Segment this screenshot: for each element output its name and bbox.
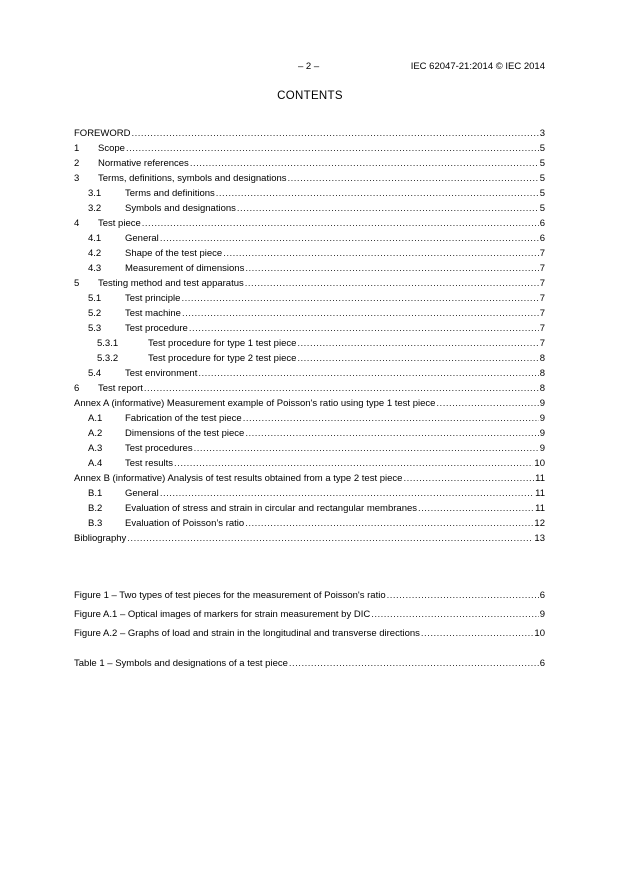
list-of-figures bbox=[74, 586, 545, 643]
toc-entry-page: 9 bbox=[539, 609, 545, 620]
toc-entry[interactable] bbox=[74, 351, 545, 366]
toc-entry-page: 6 bbox=[539, 590, 545, 601]
dot-leader bbox=[421, 624, 534, 643]
dot-leader bbox=[189, 321, 539, 336]
toc-entry-page: 6 bbox=[539, 218, 545, 229]
toc-entry-page: 10 bbox=[534, 458, 545, 469]
toc-entry[interactable] bbox=[74, 366, 545, 381]
dot-leader bbox=[181, 291, 538, 306]
toc-entry[interactable] bbox=[74, 246, 545, 261]
toc-entry-page: 10 bbox=[534, 628, 545, 639]
toc-entry-title: Annex B (informative) Analysis of test results obtained from a type 2 test piece bbox=[74, 473, 403, 484]
toc-entry-page: 11 bbox=[535, 488, 545, 499]
toc-entry[interactable] bbox=[74, 396, 545, 411]
toc-entry-title: General bbox=[125, 488, 159, 499]
toc-entry-number: 1 bbox=[74, 143, 80, 154]
toc-entry-title: Figure A.2 – Graphs of load and strain in the longitudinal and transverse directions bbox=[74, 628, 420, 639]
dot-leader bbox=[297, 351, 538, 366]
dot-leader bbox=[288, 171, 539, 186]
toc-entry-number: 3.2 bbox=[88, 203, 102, 214]
toc-entry[interactable] bbox=[74, 471, 545, 486]
dot-leader bbox=[371, 605, 539, 624]
toc-entry-page: 5 bbox=[539, 188, 545, 199]
toc-entry-number: B.3 bbox=[88, 518, 103, 529]
toc-entry-page: 7 bbox=[539, 308, 545, 319]
toc-entry-title: Normative references bbox=[98, 158, 189, 169]
toc-entry-page: 3 bbox=[539, 128, 545, 139]
toc-entry[interactable] bbox=[74, 426, 545, 441]
toc-entry-number: A.1 bbox=[88, 413, 103, 424]
dot-leader bbox=[245, 516, 533, 531]
contents-title: CONTENTS bbox=[277, 90, 343, 102]
toc-entry-title: Test results bbox=[125, 458, 174, 469]
toc-entry-number: 4.3 bbox=[88, 263, 102, 274]
toc-entry-title: General bbox=[125, 233, 159, 244]
toc-entry-title: Figure 1 – Two types of test pieces for the measurement of Poisson's ratio bbox=[74, 590, 386, 601]
toc-entry-page: 11 bbox=[535, 473, 545, 484]
toc-entry[interactable] bbox=[74, 126, 545, 141]
toc-entry-title: Test procedure for type 2 test piece bbox=[148, 353, 297, 364]
toc-entry-title: Test machine bbox=[125, 308, 181, 319]
toc-entry-number: 5.3 bbox=[88, 323, 102, 334]
toc-entry-page: 6 bbox=[539, 233, 545, 244]
page-number: – 2 – bbox=[298, 61, 320, 72]
toc-entry-title: FOREWORD bbox=[74, 128, 131, 139]
dot-leader bbox=[245, 276, 539, 291]
toc-entry-page: 7 bbox=[539, 338, 545, 349]
dot-leader bbox=[223, 246, 539, 261]
page-header bbox=[0, 61, 620, 75]
toc-entry-number: B.2 bbox=[88, 503, 103, 514]
toc-entry-page: 7 bbox=[539, 323, 545, 334]
toc-entry-number: 5 bbox=[74, 278, 80, 289]
toc-entry-page: 6 bbox=[539, 658, 545, 669]
toc-entry-title: Terms and definitions bbox=[125, 188, 215, 199]
toc-entry-title: Fabrication of the test piece bbox=[125, 413, 242, 424]
dot-leader bbox=[126, 141, 539, 156]
dot-leader bbox=[142, 216, 539, 231]
toc-entry-page: 9 bbox=[539, 398, 545, 409]
dot-leader bbox=[174, 456, 533, 471]
dot-leader bbox=[387, 586, 539, 605]
toc-entry-number: 3.1 bbox=[88, 188, 102, 199]
toc-entry[interactable] bbox=[74, 141, 545, 156]
toc-entry-title: Evaluation of Poisson’s ratio bbox=[125, 518, 245, 529]
toc-entry-number: 5.4 bbox=[88, 368, 102, 379]
toc-entry-number: 2 bbox=[74, 158, 80, 169]
toc-entry-page: 7 bbox=[539, 263, 545, 274]
dot-leader bbox=[289, 656, 539, 671]
toc-entry-number: 6 bbox=[74, 383, 80, 394]
toc-entry-number: 5.3.2 bbox=[97, 353, 119, 364]
toc-entry-title: Test procedure for type 1 test piece bbox=[148, 338, 297, 349]
dot-leader bbox=[436, 396, 538, 411]
toc-entry-number: 5.3.1 bbox=[97, 338, 119, 349]
toc-entry-number: 4 bbox=[74, 218, 80, 229]
toc-entry-page: 9 bbox=[539, 413, 545, 424]
toc-entry[interactable] bbox=[74, 531, 545, 546]
toc-entry-number: 5.1 bbox=[88, 293, 102, 304]
toc-entry-title: Test report bbox=[98, 383, 143, 394]
dot-leader bbox=[243, 411, 539, 426]
toc-entry[interactable] bbox=[74, 291, 545, 306]
toc-entry[interactable] bbox=[74, 486, 545, 501]
toc-entry-title: Bibliography bbox=[74, 533, 127, 544]
toc-entry[interactable] bbox=[74, 306, 545, 321]
toc-entry-page: 8 bbox=[539, 368, 545, 379]
toc-entry-title: Test environment bbox=[125, 368, 198, 379]
toc-entry-title: Scope bbox=[98, 143, 125, 154]
dot-leader bbox=[297, 336, 538, 351]
dot-leader bbox=[216, 186, 539, 201]
dot-leader bbox=[182, 306, 539, 321]
toc-entry[interactable] bbox=[74, 231, 545, 246]
toc-entry[interactable] bbox=[74, 261, 545, 276]
toc-entry-page: 9 bbox=[539, 428, 545, 439]
toc-entry-page: 5 bbox=[539, 158, 545, 169]
toc-entry-number: A.4 bbox=[88, 458, 103, 469]
dot-leader bbox=[190, 156, 539, 171]
toc-entry-title: Table 1 – Symbols and designations of a test piece bbox=[74, 658, 288, 669]
dot-leader bbox=[198, 366, 538, 381]
toc-entry-page: 5 bbox=[539, 143, 545, 154]
toc-entry-number: 4.1 bbox=[88, 233, 102, 244]
toc-entry-title: Test principle bbox=[125, 293, 181, 304]
toc-entry-page: 7 bbox=[539, 248, 545, 259]
dot-leader bbox=[194, 441, 539, 456]
toc-entry-title: Figure A.1 – Optical images of markers for strain measurement by DIC bbox=[74, 609, 371, 620]
toc-entry-page: 11 bbox=[535, 503, 545, 514]
dot-leader bbox=[131, 126, 538, 141]
toc-entry[interactable] bbox=[74, 381, 545, 396]
toc-entry-title: Testing method and test apparatus bbox=[98, 278, 244, 289]
dot-leader bbox=[403, 471, 534, 486]
toc-entry-title: Shape of the test piece bbox=[125, 248, 223, 259]
toc-entry-number: A.3 bbox=[88, 443, 103, 454]
dot-leader bbox=[237, 201, 539, 216]
toc-entry[interactable] bbox=[74, 186, 545, 201]
toc-entry[interactable] bbox=[74, 501, 545, 516]
toc-entry-title: Evaluation of stress and strain in circular and rectangular membranes bbox=[125, 503, 418, 514]
toc-entry-page: 7 bbox=[539, 293, 545, 304]
toc-entry-number: B.1 bbox=[88, 488, 103, 499]
dot-leader bbox=[245, 426, 538, 441]
toc-entry[interactable] bbox=[74, 321, 545, 336]
dot-leader bbox=[127, 531, 533, 546]
figure-entry[interactable] bbox=[74, 624, 545, 643]
toc-entry-title: Measurement of dimensions bbox=[125, 263, 245, 274]
toc-entry[interactable] bbox=[74, 171, 545, 186]
toc-entry[interactable] bbox=[74, 456, 545, 471]
toc-entry[interactable] bbox=[74, 216, 545, 231]
toc-entry[interactable] bbox=[74, 156, 545, 171]
toc-entry-page: 7 bbox=[539, 278, 545, 289]
toc-entry[interactable] bbox=[74, 516, 545, 531]
toc-entry-title: Terms, definitions, symbols and designations bbox=[98, 173, 287, 184]
table-entry[interactable] bbox=[74, 656, 545, 671]
toc-entry-title: Test procedure bbox=[125, 323, 188, 334]
figure-entry[interactable] bbox=[74, 605, 545, 624]
toc-entry-page: 5 bbox=[539, 203, 545, 214]
toc-entry[interactable] bbox=[74, 336, 545, 351]
toc-entry-title: Test procedures bbox=[125, 443, 193, 454]
table-of-contents bbox=[74, 126, 545, 546]
toc-entry[interactable] bbox=[74, 201, 545, 216]
list-of-tables bbox=[74, 656, 545, 671]
toc-entry-title: Test piece bbox=[98, 218, 141, 229]
document-reference: IEC 62047-21:2014 © IEC 2014 bbox=[410, 61, 545, 72]
toc-entry-number: 3 bbox=[74, 173, 80, 184]
toc-entry[interactable] bbox=[74, 411, 545, 426]
toc-entry-number: 5.2 bbox=[88, 308, 102, 319]
toc-entry-page: 8 bbox=[539, 383, 545, 394]
toc-entry-page: 5 bbox=[539, 173, 545, 184]
toc-entry-page: 9 bbox=[539, 443, 545, 454]
dot-leader bbox=[245, 261, 538, 276]
toc-entry[interactable] bbox=[74, 276, 545, 291]
toc-entry-page: 12 bbox=[534, 518, 545, 529]
toc-entry-page: 8 bbox=[539, 353, 545, 364]
dot-leader bbox=[144, 381, 539, 396]
dot-leader bbox=[160, 231, 539, 246]
toc-entry[interactable] bbox=[74, 441, 545, 456]
figure-entry[interactable] bbox=[74, 586, 545, 605]
toc-entry-title: Dimensions of the test piece bbox=[125, 428, 245, 439]
toc-entry-number: A.2 bbox=[88, 428, 103, 439]
toc-entry-page: 13 bbox=[534, 533, 545, 544]
toc-entry-title: Annex A (informative) Measurement example of Poisson's ratio using type 1 test piece bbox=[74, 398, 436, 409]
dot-leader bbox=[160, 486, 534, 501]
toc-entry-title: Symbols and designations bbox=[125, 203, 236, 214]
toc-entry-number: 4.2 bbox=[88, 248, 102, 259]
dot-leader bbox=[418, 501, 534, 516]
